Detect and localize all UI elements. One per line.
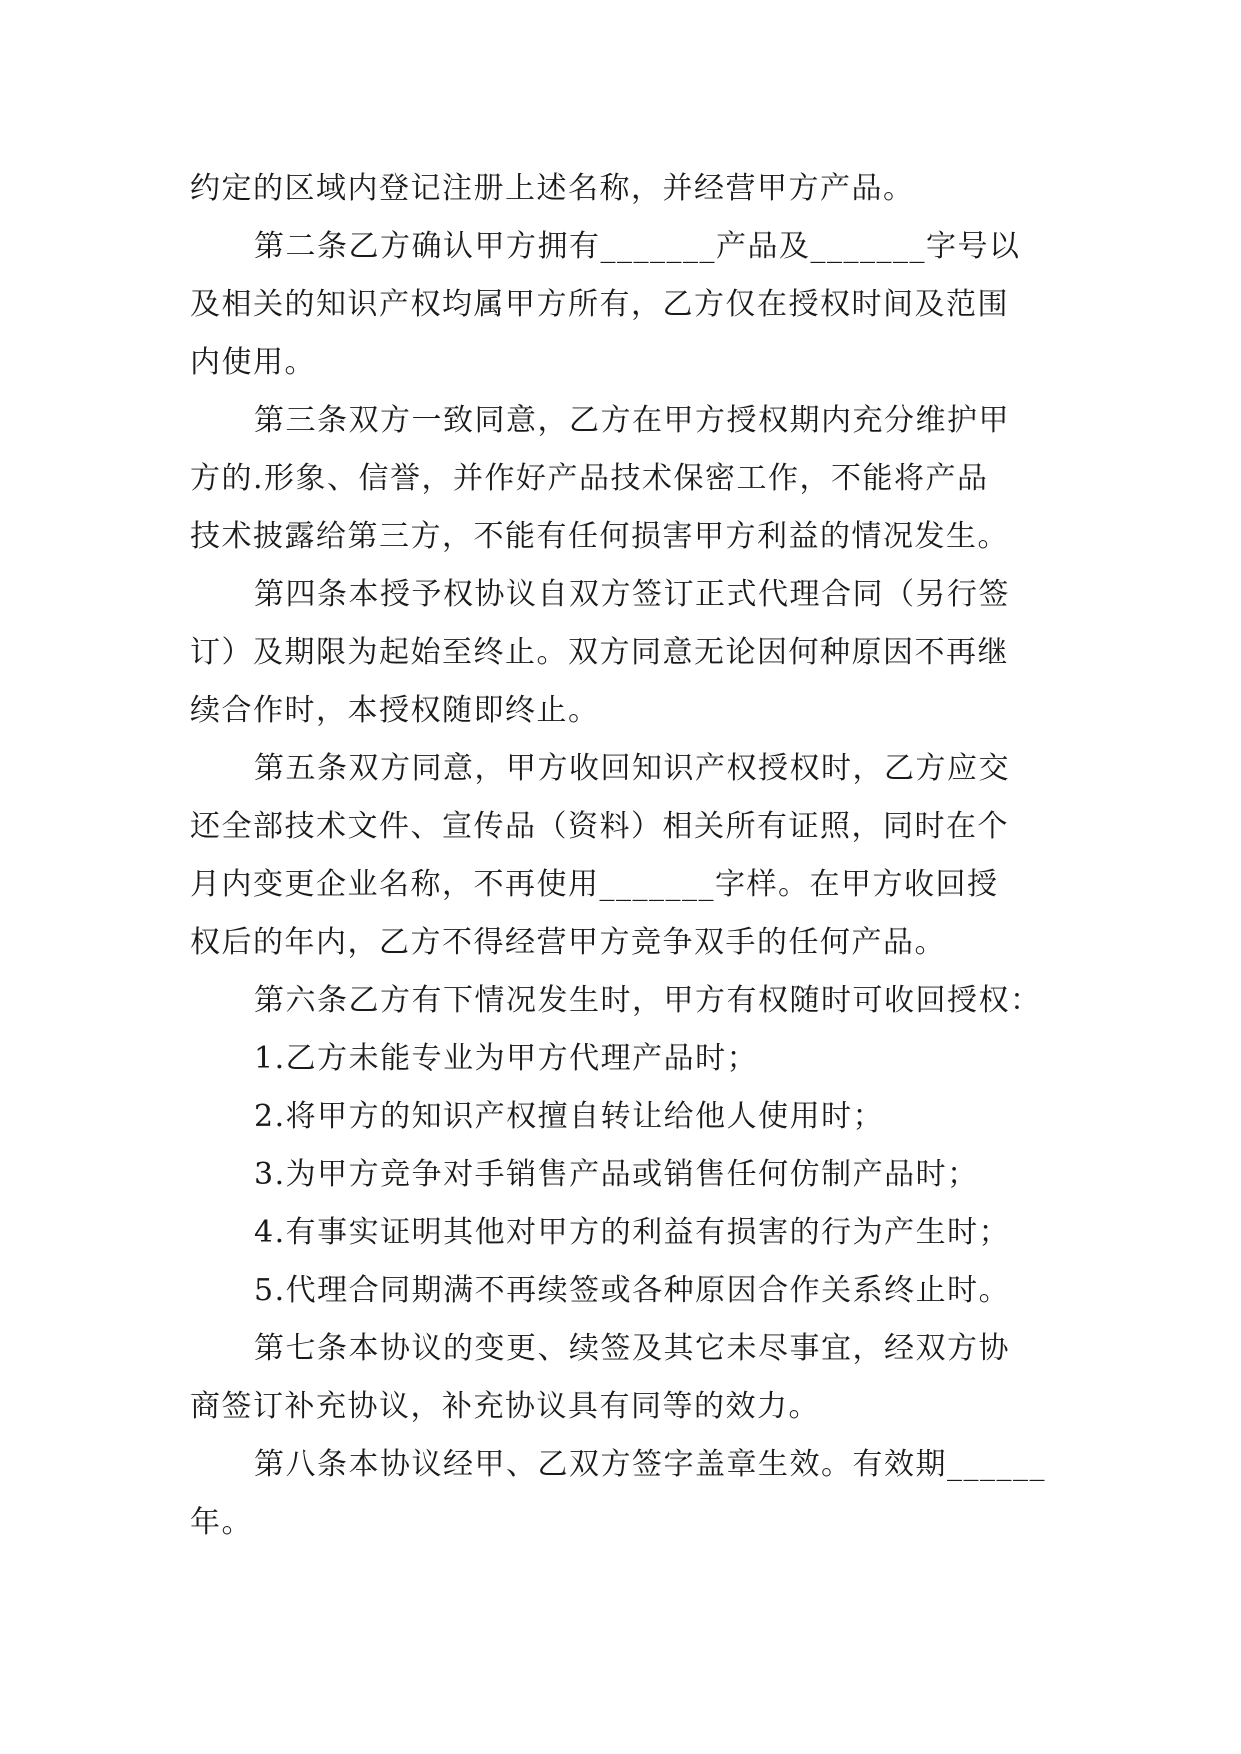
text-line: 月内变更企业名称，不再使用_______字样。在甲方收回授	[190, 867, 999, 902]
text-line: 权后的年内，乙方不得经营甲方竞争双手的任何产品。	[190, 925, 946, 960]
list-item: 5.代理合同期满不再续签或各种原因合作关系终止时。	[254, 1273, 1011, 1308]
text-line: 订）及期限为起始至终止。双方同意无论因何种原因不再继	[190, 635, 1009, 670]
text-line: 方的.形象、信誉，并作好产品技术保密工作，不能将产品	[190, 461, 989, 496]
text-line: 及相关的知识产权均属甲方所有，乙方仅在授权时间及范围	[190, 287, 1009, 322]
text-line: 商签订补充协议，补充协议具有同等的效力。	[190, 1389, 820, 1424]
text-line: 第七条本协议的变更、续签及其它未尽事宜，经双方协	[254, 1331, 1010, 1366]
text-line: 技术披露给第三方，不能有任何损害甲方利益的情况发生。	[190, 519, 1009, 554]
text-line: 年。	[190, 1505, 253, 1540]
text-line: 第二条乙方确认甲方拥有_______产品及_______字号以	[254, 229, 1021, 264]
text-line: 第三条双方一致同意，乙方在甲方授权期内充分维护甲	[254, 403, 1010, 438]
text-line: 约定的区域内登记注册上述名称，并经营甲方产品。	[190, 171, 915, 206]
text-line: 续合作时，本授权随即终止。	[190, 693, 600, 728]
document-body	[190, 160, 1050, 1552]
list-item: 3.为甲方竞争对手销售产品或销售任何仿制产品时；	[254, 1157, 979, 1192]
text-line: 内使用。	[190, 345, 316, 380]
list-item: 1.乙方未能专业为甲方代理产品时；	[254, 1041, 759, 1076]
text-line: 第八条本协议经甲、乙双方签字盖章生效。有效期______	[254, 1447, 1046, 1482]
text-line: 第四条本授予权协议自双方签订正式代理合同（另行签	[254, 577, 1010, 612]
text-line: 第六条乙方有下情况发生时，甲方有权随时可收回授权：	[254, 983, 1042, 1018]
list-item: 2.将甲方的知识产权擅自转让给他人使用时；	[254, 1099, 885, 1134]
list-item: 4.有事实证明其他对甲方的利益有损害的行为产生时；	[254, 1215, 1011, 1250]
text-line: 还全部技术文件、宣传品（资料）相关所有证照，同时在个	[190, 809, 1009, 844]
text-line: 第五条双方同意，甲方收回知识产权授权时，乙方应交	[254, 751, 1010, 786]
